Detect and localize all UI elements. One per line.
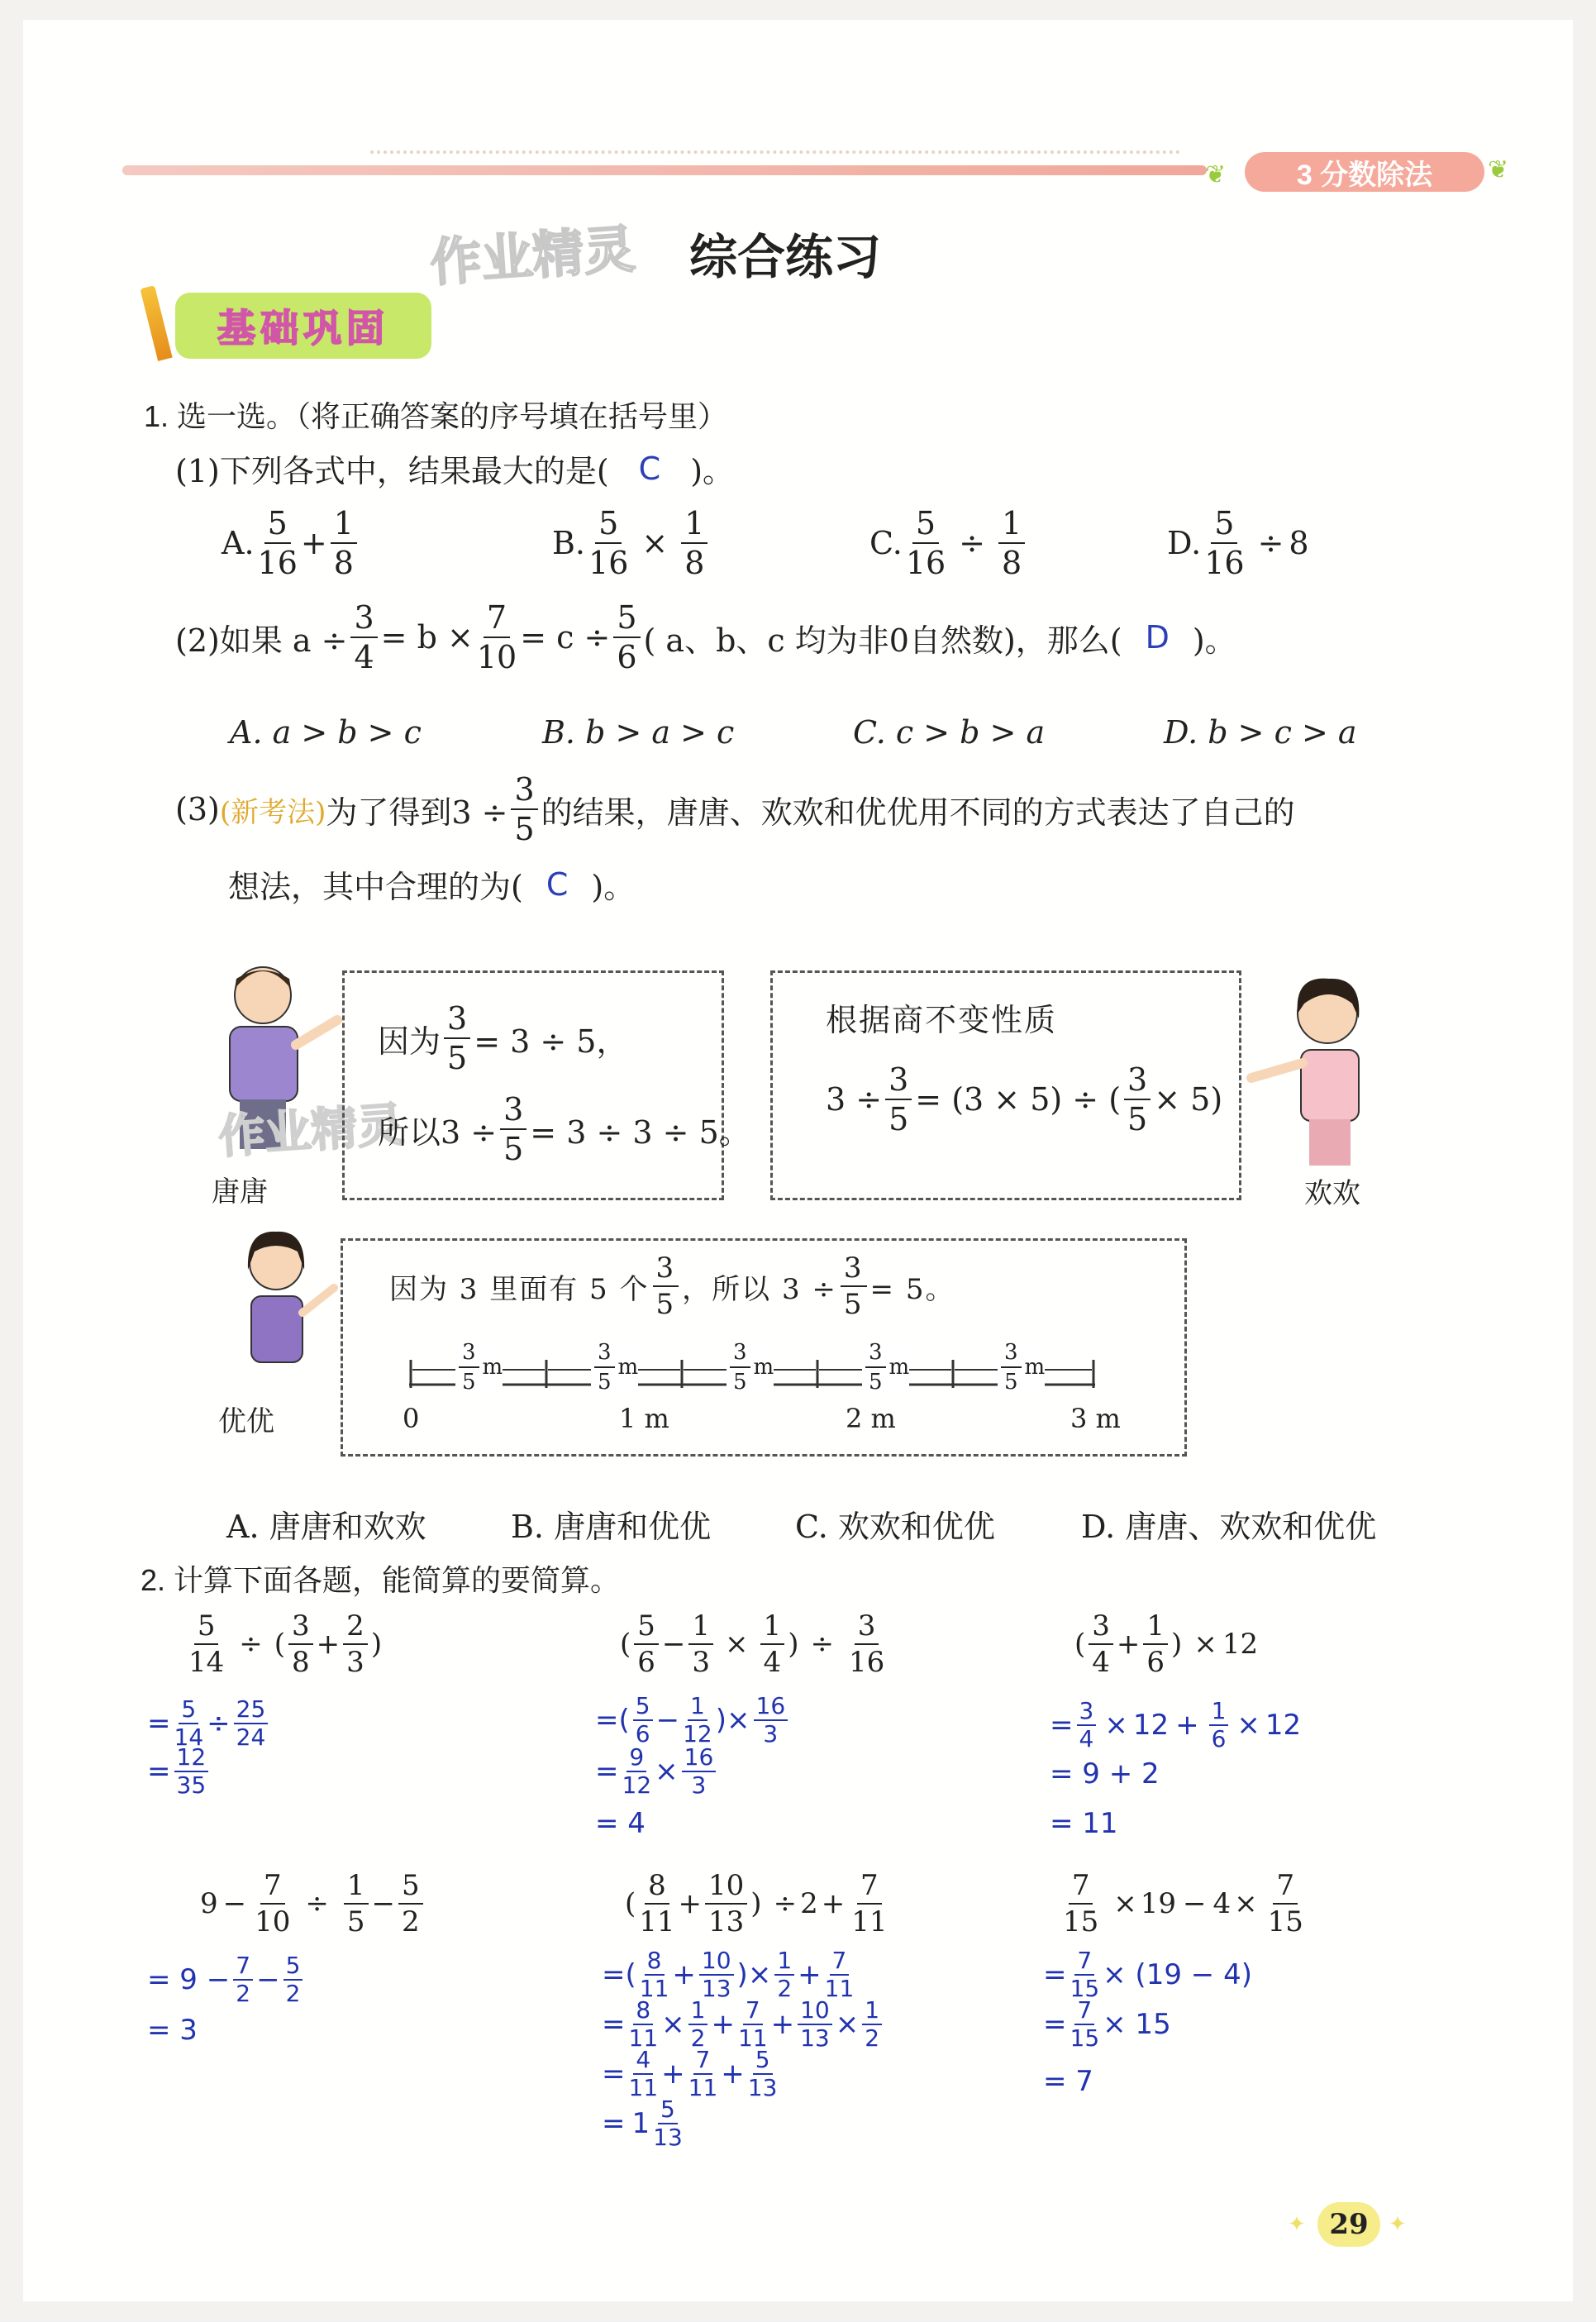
calc-work-5-step3: = $\frac{4}{11}$ + $\frac{7}{11}$ + $\frac{5}{13}$ xyxy=(602,2046,778,2101)
q1-part1-option-c: C. $\frac{5}{16}$ ÷ $\frac{1}{8}$ xyxy=(869,508,1028,579)
q1-part1-option-d: D. $\frac{5}{16}$ ÷ 8 xyxy=(1167,505,1309,581)
q1-part1-option-b: B. $\frac{5}{16}$ × $\frac{1}{8}$ xyxy=(552,508,711,579)
section-badge-label: 基础巩固 xyxy=(217,307,389,350)
q1-part3-option-b: B. 唐唐和优优 xyxy=(511,1509,712,1545)
calc-work-2-result: = 4 xyxy=(595,1807,646,1840)
page-number-badge xyxy=(1317,2202,1380,2247)
header-dots xyxy=(370,150,1180,157)
q1-part3-option-a: A. 唐唐和欢欢 xyxy=(226,1509,426,1545)
calc-problem-5: ( $\frac{8}{11}$ + $\frac{10}{13}$ ) ÷ 2 + $\frac{7}{11}$ xyxy=(625,1869,888,1938)
q1-part2-option-d: D. b > c > a xyxy=(1164,714,1357,751)
calc-work-1-step1: = $\frac{5}{14}$ ÷ $\frac{25}{24}$ xyxy=(147,1698,271,1749)
header-stripe xyxy=(122,165,1207,175)
calc-work-3-step2: = 9 + 2 xyxy=(1050,1757,1160,1790)
calc-problem-4: 9 − $\frac{7}{10}$ ÷ $\frac{1}{5}$ − $\frac{5}{2}$ xyxy=(200,1871,426,1936)
watermark-title: 作业精灵 xyxy=(428,221,637,293)
calc-work-2-step1: = ( $\frac{5}{6}$ − $\frac{1}{12}$ ) × $\frac{16}{3}$ xyxy=(595,1695,791,1746)
chapter-badge xyxy=(1245,152,1484,192)
q1-part3-stem-line2: 想法，其中合理的为( C )。 xyxy=(228,865,636,905)
segment-label: $\frac{3}{5}$ m xyxy=(591,1342,638,1393)
leaf-icon: ❦ xyxy=(1488,155,1509,184)
calc-work-6-result: = 7 xyxy=(1043,2065,1093,2098)
calc-work-3-step1: = $\frac{3}{4}$ × 12 + $\frac{1}{6}$ × 12 xyxy=(1050,1697,1302,1752)
q1-part3-option-c: C. 欢欢和优优 xyxy=(795,1509,995,1545)
calc-work-5-step1: = ( $\frac{8}{11}$ + $\frac{10}{13}$ ) × $\frac{1}{2}$ + $\frac{7}{11}$ xyxy=(602,1947,855,2002)
watermark-mid: 作业精灵 xyxy=(217,1098,406,1163)
answer-2: D xyxy=(1145,619,1170,656)
calc-work-4-result: = 3 xyxy=(147,2014,198,2047)
huanhuan-illustration xyxy=(1236,970,1402,1177)
calc-work-5-step2: = $\frac{8}{11}$ × $\frac{1}{2}$ + $\frac{7}{11}$ + $\frac{10}{13}$ × $\frac{1}{2}$ xyxy=(602,1999,885,2050)
q1-part3-stem: (3) (新考法) 为了得到3 ÷ $\frac{3}{5}$ 的结果，唐唐、欢欢和优优用不同的方式表达了自己的 xyxy=(175,771,1295,847)
section-badge xyxy=(175,293,431,359)
segment-label: $\frac{3}{5}$ m xyxy=(862,1342,909,1393)
star-icon: ✦ xyxy=(1288,2212,1306,2237)
segment-label: $\frac{3}{5}$ m xyxy=(455,1342,503,1393)
q1-part2-option-b: B. b > a > c xyxy=(542,714,735,751)
answer-1: C xyxy=(638,450,661,487)
calc-work-6-step2: = $\frac{7}{15}$ × 15 xyxy=(1043,1996,1171,2052)
huanhuan-label: 欢欢 xyxy=(1304,1177,1360,1210)
tick-label: 1 m xyxy=(619,1403,669,1434)
segment-label: $\frac{3}{5}$ m xyxy=(727,1342,774,1393)
calc-problem-2: ( $\frac{5}{6}$ − $\frac{1}{3}$ × $\frac{1}{4}$ ) ÷ $\frac{3}{16}$ xyxy=(620,1609,885,1679)
q2-heading: 2. 计算下面各题，能简算的要简算。 xyxy=(141,1563,621,1597)
youyou-box: 因为 3 里面有 5 个 $\frac{3}{5}$ ，所以 3 ÷ $\frac{3}{5}$ = 5。 $\frac{3}{5}$ m $\frac{3}{5}$ m $\frac{3}{5}$ m $\frac{3}{5}$ m $\frac{3}{5}$ m 0 1 m 2 m 3 m xyxy=(341,1238,1187,1457)
huanhuan-box: 根据商不变性质 3 ÷ $\frac{3}{5}$ = (3 × 5) ÷ ( $\frac{3}{5}$ × 5) xyxy=(770,970,1241,1200)
calc-problem-6: $\frac{7}{15}$ × 19 − 4 × $\frac{7}{15}$ xyxy=(1063,1869,1303,1938)
pencil-icon xyxy=(140,285,172,361)
q1-part2-option-a: A. a > b > c xyxy=(230,714,422,751)
calc-problem-1: $\frac{5}{14}$ ÷ ( $\frac{3}{8}$ + $\frac{2}{3}$ ) xyxy=(188,1609,383,1679)
calc-work-5-result: = 1 $\frac{5}{13}$ xyxy=(602,2096,683,2151)
calc-work-6-step1: = $\frac{7}{15}$ × (19 − 4) xyxy=(1043,1947,1252,2002)
tangtang-label: 唐唐 xyxy=(212,1175,268,1209)
segment-label: $\frac{3}{5}$ m xyxy=(998,1342,1045,1393)
q1-heading: 1. 选一选。（将正确答案的序号填在括号里） xyxy=(144,399,728,433)
chapter-label: 3 分数除法 xyxy=(1296,159,1433,191)
q1-part3-option-d: D. 唐唐、欢欢和优优 xyxy=(1081,1509,1377,1545)
youyou-label: 优优 xyxy=(218,1405,274,1438)
q1-part2-stem: (2)如果 a ÷ $\frac{3}{4}$ = b × $\frac{7}{10}$ = c ÷ $\frac{5}{6}$ ( a、b、c 均为非0自然数)，那么( D )。 xyxy=(175,599,1236,675)
tick-label: 2 m xyxy=(846,1403,896,1434)
star-icon: ✦ xyxy=(1389,2212,1407,2237)
answer-3: C xyxy=(545,865,569,903)
page-title: 综合练习 xyxy=(689,231,882,284)
calc-work-4-step1: = 9 − $\frac{7}{2}$ − $\frac{5}{2}$ xyxy=(147,1954,306,2005)
tick-label: 0 xyxy=(403,1403,420,1434)
calc-problem-3: ( $\frac{3}{4}$ + $\frac{1}{6}$ ) × 12 xyxy=(1074,1609,1259,1679)
q1-part1-option-a: A. $\frac{5}{16}$ + $\frac{1}{8}$ xyxy=(222,508,360,579)
q1-part2-option-c: C. c > b > a xyxy=(853,714,1046,751)
calc-work-3-result: = 11 xyxy=(1050,1807,1118,1840)
tangtang-box: 因为 $\frac{3}{5}$ = 3 ÷ 5， 所以3 ÷ $\frac{3}{5}$ = 3 ÷ 3 ÷ 5。 xyxy=(342,970,724,1200)
q1-part1-stem: (1)下列各式中，结果最大的是( C )。 xyxy=(175,450,735,489)
calc-work-2-step2: = $\frac{9}{12}$ × $\frac{16}{3}$ xyxy=(595,1746,719,1797)
youyou-illustration xyxy=(218,1222,350,1404)
leaf-icon: ❦ xyxy=(1205,160,1227,189)
workbook-page xyxy=(23,20,1573,2301)
page-number: 29 xyxy=(1329,2208,1369,2241)
calc-work-1-step2: = $\frac{12}{35}$ xyxy=(147,1746,212,1797)
new-style-tag: (新考法) xyxy=(219,795,326,829)
tick-label: 3 m xyxy=(1070,1403,1121,1434)
